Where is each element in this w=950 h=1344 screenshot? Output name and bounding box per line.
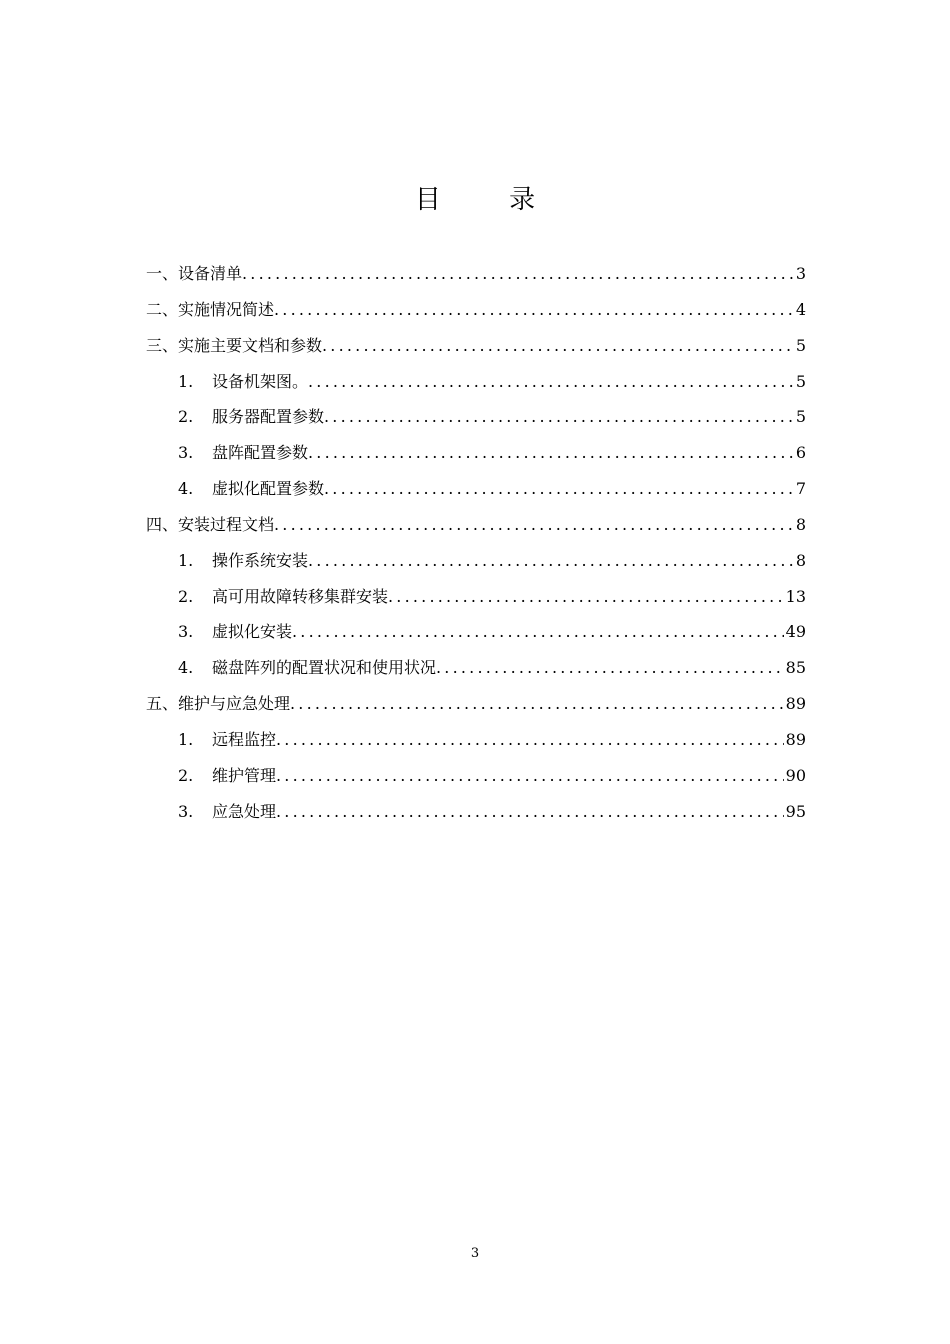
toc-entry-label: 五、维护与应急处理 — [146, 694, 291, 714]
toc-dot-leader — [324, 471, 794, 507]
toc-entry[interactable] — [146, 543, 806, 579]
toc-entry-number: 4. — [178, 479, 194, 499]
toc-entry-page: 6 — [795, 443, 806, 463]
toc-entry-page: 4 — [795, 299, 806, 319]
footer-page-number: 3 — [470, 1246, 480, 1261]
toc-title: 目 录 — [414, 185, 566, 215]
toc-entry-label: 设备机架图。 — [212, 371, 309, 391]
toc-entry-page: 13 — [785, 586, 806, 606]
toc-entry-page: 8 — [795, 514, 806, 534]
toc-dot-leader — [308, 435, 794, 471]
toc-entry[interactable] — [146, 471, 806, 507]
toc-dot-leader — [324, 399, 794, 435]
toc-entry[interactable] — [146, 686, 806, 722]
toc-dot-leader — [276, 722, 784, 758]
toc-entry[interactable] — [146, 758, 806, 794]
toc-entry-label: 应急处理 — [212, 801, 277, 821]
toc-entry-number: 3. — [178, 443, 194, 463]
toc-entry-number: 3. — [178, 801, 194, 821]
toc-entry-label: 虚拟化配置参数 — [212, 479, 325, 499]
toc-dot-leader — [274, 292, 794, 328]
toc-dot-leader — [322, 328, 794, 364]
toc-dot-leader — [276, 758, 784, 794]
toc-entry[interactable] — [146, 614, 806, 650]
toc-entry-page: 3 — [795, 264, 806, 283]
toc-dot-leader — [308, 543, 794, 579]
toc-entry[interactable] — [146, 364, 806, 400]
toc-entry-page: 5 — [795, 335, 806, 355]
toc-dot-leader — [276, 794, 784, 830]
toc-entry-label: 盘阵配置参数 — [212, 443, 309, 463]
toc-dot-leader — [308, 364, 794, 400]
toc-entry-number: 4. — [178, 658, 194, 678]
toc-entry-label: 维护管理 — [212, 765, 277, 785]
toc-entry-number: 1. — [178, 550, 194, 570]
toc-dot-leader — [436, 650, 784, 686]
toc-entry-number: 2. — [178, 407, 194, 427]
toc-entry-number: 1. — [178, 371, 194, 391]
toc-entry-page: 7 — [795, 479, 806, 499]
toc-entry-label: 虚拟化安装 — [212, 622, 293, 642]
toc-entry-page: 5 — [795, 407, 806, 427]
toc-entry-label: 操作系统安装 — [212, 550, 309, 570]
toc-entry-page: 95 — [785, 801, 806, 821]
toc-dot-leader — [290, 686, 784, 722]
toc-entry-label: 四、安装过程文档 — [146, 514, 275, 534]
toc-entry[interactable] — [146, 328, 806, 364]
toc-entry-label: 服务器配置参数 — [212, 407, 325, 427]
toc-entry-page: 89 — [785, 729, 806, 749]
toc-dot-leader — [242, 256, 794, 292]
toc-dot-leader — [292, 614, 784, 650]
toc-entry-page: 90 — [785, 765, 806, 785]
toc-entry-number: 3. — [178, 622, 194, 642]
toc-entry-page: 85 — [785, 658, 806, 678]
toc-entry[interactable] — [146, 794, 806, 830]
toc-entry-label: 远程监控 — [212, 729, 277, 749]
toc-entry[interactable] — [146, 579, 806, 615]
toc-entry-label: 一、设备清单 — [146, 264, 243, 283]
table-of-contents — [146, 256, 806, 830]
toc-entry[interactable] — [146, 507, 806, 543]
toc-entry[interactable] — [146, 292, 806, 328]
toc-entry[interactable] — [146, 722, 806, 758]
toc-entry-number: 2. — [178, 765, 194, 785]
toc-dot-leader — [274, 507, 794, 543]
toc-entry-label: 三、实施主要文档和参数 — [146, 335, 323, 355]
toc-entry[interactable] — [146, 256, 806, 292]
toc-entry-number: 1. — [178, 729, 194, 749]
toc-entry-page: 49 — [785, 622, 806, 642]
toc-entry-page: 8 — [795, 550, 806, 570]
toc-entry-page: 89 — [785, 694, 806, 714]
toc-entry[interactable] — [146, 435, 806, 471]
toc-entry[interactable] — [146, 399, 806, 435]
toc-entry-label: 高可用故障转移集群安装 — [212, 586, 389, 606]
toc-entry-label: 磁盘阵列的配置状况和使用状况 — [212, 658, 437, 678]
toc-entry-number: 2. — [178, 586, 194, 606]
toc-entry[interactable] — [146, 650, 806, 686]
toc-dot-leader — [388, 579, 784, 615]
toc-entry-label: 二、实施情况简述 — [146, 299, 275, 319]
toc-entry-page: 5 — [795, 371, 806, 391]
